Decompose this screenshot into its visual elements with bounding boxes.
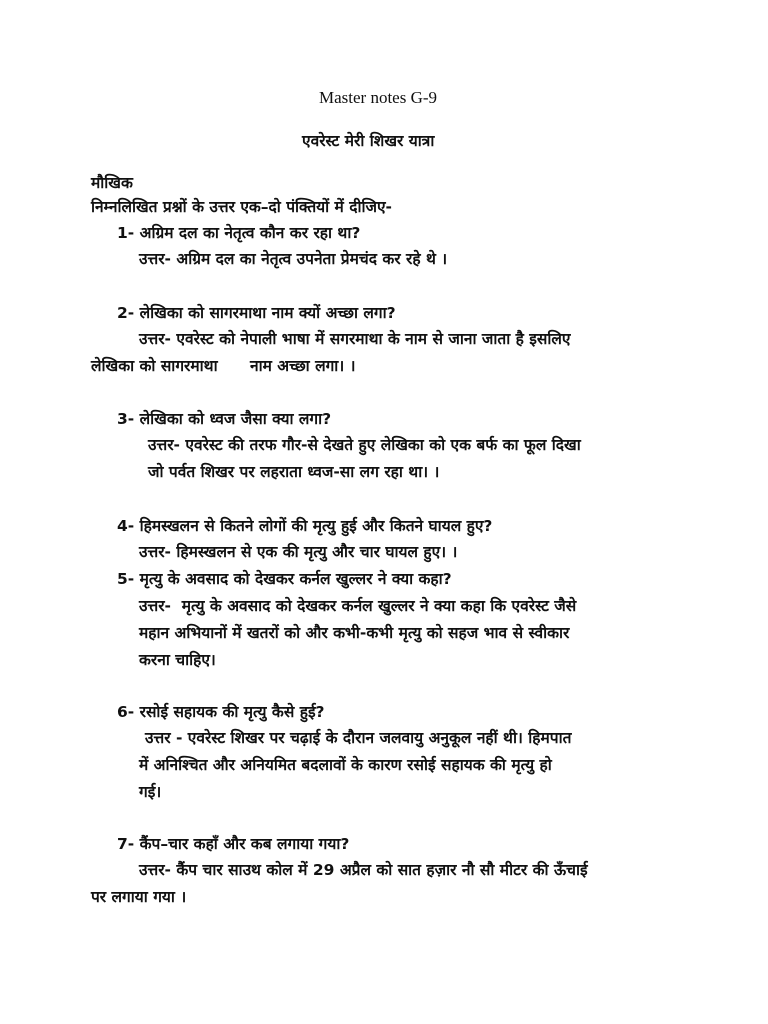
question-6: 6- रसोई सहायक की मृत्यु कैसे हुई?	[117, 703, 325, 721]
answer-6-line-1: उत्तर - एवरेस्ट शिखर पर चढ़ाई के दौरान जलवायु अनुकूल नहीं थी। हिमपात	[145, 729, 572, 747]
chapter-title: एवरेस्ट मेरी शिखर यात्रा	[302, 132, 435, 150]
question-5: 5- मृत्यु के अवसाद को देखकर कर्नल खुल्लर ने क्या कहा?	[117, 570, 452, 588]
answer-3-line-2: जो पर्वत शिखर पर लहराता ध्वज-सा लग रहा था। ।	[148, 463, 440, 481]
answer-2-line-2: लेखिका को सागरमाथा नाम अच्छा लगा। ।	[91, 357, 356, 375]
question-7: 7- कैंप–चार कहाँ और कब लगाया गया?	[117, 835, 350, 853]
answer-1-line-1: उत्तर- अग्रिम दल का नेतृत्व उपनेता प्रेमचंद कर रहे थे ।	[139, 250, 448, 268]
answer-5-line-2: महान अभियानों में खतरों को और कभी-कभी मृत्यु को सहज भाव से स्वीकार	[139, 624, 570, 642]
instruction-text: निम्नलिखित प्रश्नों के उत्तर एक–दो पंक्तियों में दीजिए-	[91, 198, 392, 216]
answer-6-line-3: गई।	[139, 783, 162, 801]
answer-5-line-1: उत्तर- मृत्यु के अवसाद को देखकर कर्नल खुल्लर ने क्या कहा कि एवरेस्ट जैसे	[139, 597, 577, 615]
question-1: 1- अग्रिम दल का नेतृत्व कौन कर रहा था?	[117, 224, 361, 242]
answer-6-line-2: में अनिश्चित और अनियमित बदलावों के कारण रसोई सहायक की मृत्यु हो	[139, 756, 552, 774]
document-title: Master notes G-9	[319, 88, 438, 107]
answer-4-line-1: उत्तर- हिमस्खलन से एक की मृत्यु और चार घायल हुए। ।	[139, 543, 458, 561]
answer-7-line-2: पर लगाया गया ।	[91, 888, 187, 906]
question-2: 2- लेखिका को सागरमाथा नाम क्यों अच्छा लगा?	[117, 304, 396, 322]
section-heading: मौखिक	[91, 174, 133, 192]
answer-5-line-3: करना चाहिए।	[139, 651, 216, 669]
question-3: 3- लेखिका को ध्वज जैसा क्या लगा?	[117, 410, 332, 428]
answer-2-line-1: उत्तर- एवरेस्ट को नेपाली भाषा में सगरमाथा के नाम से जाना जाता है इसलिए	[139, 330, 571, 348]
question-4: 4- हिमस्खलन से कितने लोगों की मृत्यु हुई और कितने घायल हुए?	[117, 517, 493, 535]
answer-3-line-1: उत्तर- एवरेस्ट की तरफ गौर-से देखते हुए लेखिका को एक बर्फ का फूल दिखा	[148, 436, 581, 454]
answer-7-line-1: उत्तर- कैंप चार साउथ कोल में 29 अप्रैल को सात हज़ार नौ सौ मीटर की ऊँचाई	[139, 861, 588, 879]
